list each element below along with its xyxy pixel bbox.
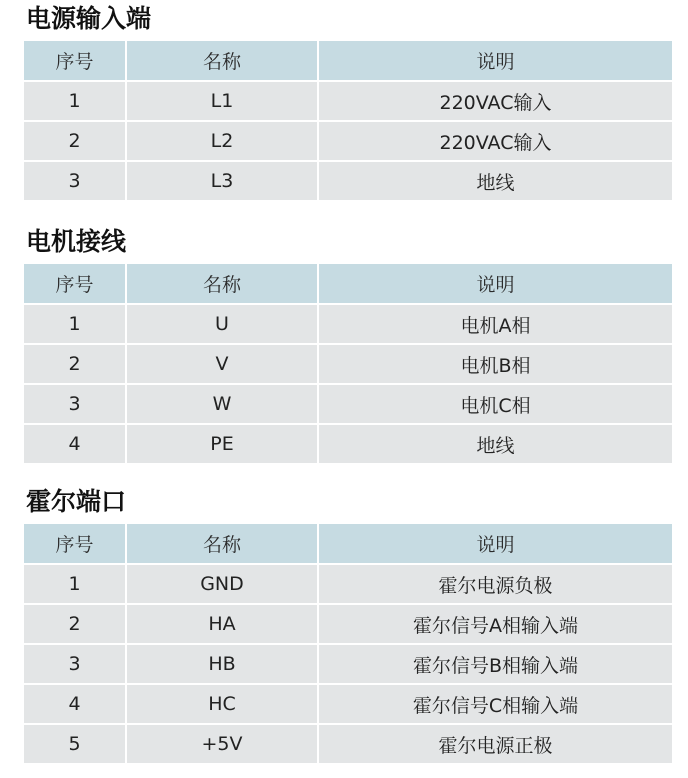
header-index: 序号 (24, 41, 126, 81)
table-row (24, 424, 672, 464)
cell-index: 1 (24, 81, 126, 121)
cell-index: 4 (24, 684, 126, 724)
cell-index: 2 (24, 121, 126, 161)
table-row (24, 121, 672, 161)
power-input-table (24, 41, 672, 202)
cell-name: +5V (126, 724, 318, 764)
table-row (24, 684, 672, 724)
cell-name: V (126, 344, 318, 384)
cell-description: 地线 (318, 424, 672, 464)
cell-name: HC (126, 684, 318, 724)
table-row (24, 304, 672, 344)
section-title-hall-port: 霍尔端口 (26, 487, 127, 516)
header-name: 名称 (126, 264, 318, 304)
table-row (24, 81, 672, 121)
header-description: 说明 (318, 41, 672, 81)
cell-description: 电机C相 (318, 384, 672, 424)
cell-name: L3 (126, 161, 318, 201)
cell-index: 3 (24, 161, 126, 201)
cell-description: 电机B相 (318, 344, 672, 384)
header-name: 名称 (126, 524, 318, 564)
table-row (24, 564, 672, 604)
header-description: 说明 (318, 524, 672, 564)
table-row (24, 604, 672, 644)
cell-name: U (126, 304, 318, 344)
cell-name: L1 (126, 81, 318, 121)
header-description: 说明 (318, 264, 672, 304)
motor-wiring-table (24, 264, 672, 465)
cell-name: HB (126, 644, 318, 684)
cell-index: 2 (24, 344, 126, 384)
section-title-motor-wiring: 电机接线 (26, 227, 127, 256)
cell-description: 220VAC输入 (318, 121, 672, 161)
cell-name: L2 (126, 121, 318, 161)
cell-description: 电机A相 (318, 304, 672, 344)
cell-description: 地线 (318, 161, 672, 201)
section-title-power-input: 电源输入端 (26, 4, 152, 33)
cell-index: 4 (24, 424, 126, 464)
cell-description: 霍尔电源正极 (318, 724, 672, 764)
cell-name: HA (126, 604, 318, 644)
table-header-row (24, 524, 672, 564)
table-row (24, 344, 672, 384)
cell-index: 3 (24, 644, 126, 684)
table-row (24, 644, 672, 684)
cell-name: GND (126, 564, 318, 604)
table-row (24, 161, 672, 201)
cell-description: 霍尔电源负极 (318, 564, 672, 604)
table-header-row (24, 264, 672, 304)
cell-index: 2 (24, 604, 126, 644)
cell-description: 220VAC输入 (318, 81, 672, 121)
cell-description: 霍尔信号C相输入端 (318, 684, 672, 724)
cell-index: 3 (24, 384, 126, 424)
cell-index: 5 (24, 724, 126, 764)
table-header-row (24, 41, 672, 81)
hall-port-table (24, 524, 672, 765)
header-name: 名称 (126, 41, 318, 81)
cell-index: 1 (24, 564, 126, 604)
cell-name: PE (126, 424, 318, 464)
table-row (24, 724, 672, 764)
cell-description: 霍尔信号B相输入端 (318, 644, 672, 684)
header-index: 序号 (24, 264, 126, 304)
cell-index: 1 (24, 304, 126, 344)
header-index: 序号 (24, 524, 126, 564)
cell-name: W (126, 384, 318, 424)
cell-description: 霍尔信号A相输入端 (318, 604, 672, 644)
table-row (24, 384, 672, 424)
